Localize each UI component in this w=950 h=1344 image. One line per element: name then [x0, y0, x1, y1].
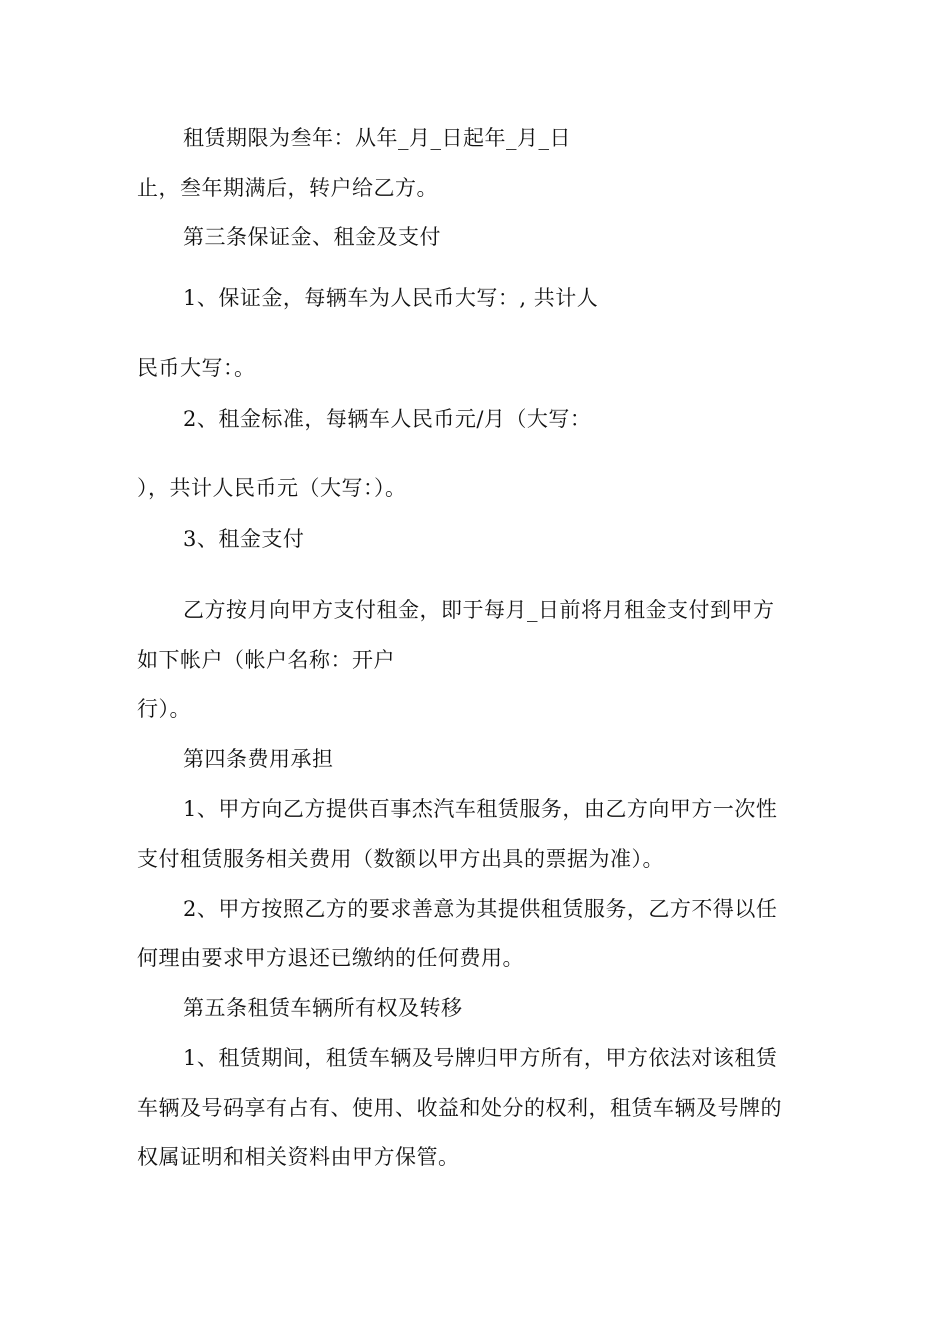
heading-article-5: 第五条租赁车辆所有权及转移	[183, 996, 463, 1020]
text-line-rent-standard: 2、租金标准，每辆车人民币元/月（大写：	[183, 407, 592, 431]
text-line-rent-payment: 3、租金支付	[183, 527, 305, 551]
text-line-ownership-b: 车辆及号码享有占有、使用、收益和处分的权利，租赁车辆及号牌的	[137, 1096, 782, 1120]
text-line-ownership-a: 1、租赁期间，租赁车辆及号牌归甲方所有，甲方依法对该租赁	[183, 1046, 778, 1070]
heading-article-4: 第四条费用承担	[183, 747, 334, 771]
text-line-fee-2a: 2、甲方按照乙方的要求善意为其提供租赁服务，乙方不得以任	[183, 897, 778, 921]
text-line-rent-total: ），共计人民币元（大写：）。	[137, 476, 407, 500]
text-line-fee-2b: 何理由要求甲方退还已缴纳的任何费用。	[137, 946, 524, 970]
text-line-fee-1a: 1、甲方向乙方提供百事杰汽车租赁服务，由乙方向甲方一次性	[183, 797, 778, 821]
text-line-deposit-total: 民币大写：。	[137, 356, 256, 380]
text-line-ownership-c: 权属证明和相关资料由甲方保管。	[137, 1145, 460, 1169]
text-line-account-bank: 行）。	[137, 697, 191, 721]
heading-article-3: 第三条保证金、租金及支付	[183, 225, 441, 249]
text-line-fee-1b: 支付租赁服务相关费用（数额以甲方出具的票据为准）。	[137, 847, 664, 871]
text-line-lease-term: 租赁期限为叁年：从年_月_日起年_月_日	[183, 126, 571, 150]
text-line-account-name: 如下帐户（帐户名称：开户	[137, 648, 395, 672]
text-line-lease-end: 止，叁年期满后，转户给乙方。	[137, 176, 438, 200]
text-line-deposit: 1、保证金，每辆车为人民币大写：, 共计人	[183, 286, 599, 310]
text-line-payment-terms: 乙方按月向甲方支付租金，即于每月_日前将月租金支付到甲方	[183, 598, 775, 622]
